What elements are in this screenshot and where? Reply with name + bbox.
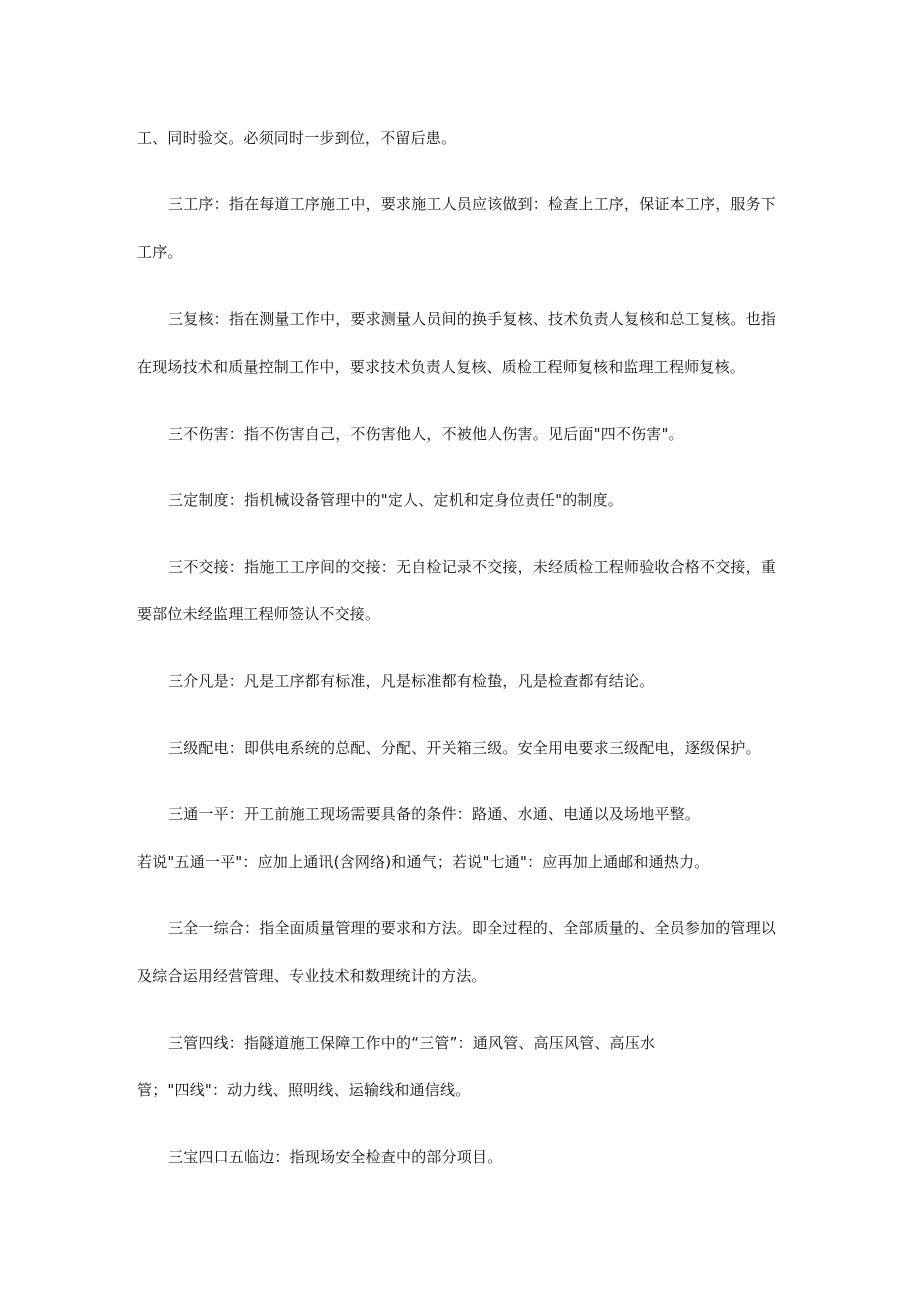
- text-line-san-bujiaojie-cont: 要部位未经监理工程师签认不交接。: [137, 605, 381, 623]
- text-line-wu-tong-yi-ping: 若说"五通一平"：应加上通讯(含网络)和通气；若说"七通"：应再加上通邮和通热力。: [137, 853, 710, 871]
- text-line-san-quan-yi-zonghe: 三全一综合：指全面质量管理的要求和方法。即全过程的、全部质量的、全员参加的管理以: [168, 919, 777, 937]
- text-line-san-fuhe: 三复核：指在测量工作中，要求测量人员间的换手复核、技术负责人复核和总工复核。也指: [168, 310, 777, 328]
- text-line-san-guan-si-xian: 三管四线：指隧道施工保障工作中的“三管”：通风管、高压风管、高压水: [168, 1034, 656, 1052]
- text-line-san-ding-zhidu: 三定制度：指机械设备管理中的"定人、定机和定身位责任"的制度。: [168, 491, 624, 509]
- text-line-san-fuhe-cont: 在现场技术和质量控制工作中，要求技术负责人复核、质检工程师复核和监理工程师复核。: [137, 358, 746, 376]
- text-line-san-bao-si-kou: 三宝四口五临边：指现场安全检查中的部分项目。: [168, 1148, 503, 1166]
- text-line-san-fanshi: 三介凡是：凡是工序都有标准，凡是标准都有检蛰，凡是检查都有结论。: [168, 672, 655, 690]
- text-line-san-tong-yi-ping: 三通一平：开工前施工现场需要具备的条件：路通、水通、电通以及场地平整。: [168, 805, 701, 823]
- text-line-san-ji-peidian: 三级配电：即供电系统的总配、分配、开关箱三级。安全用电要求三级配电，逐级保护。: [168, 739, 761, 757]
- text-line-san-bujiaojie: 三不交接：指施工工序间的交接：无自检记录不交接，未经质检工程师验收合格不交接，重: [168, 558, 777, 576]
- text-line-continuation: 工、同时验交。必须同时一步到位，不留后患。: [137, 129, 457, 147]
- text-line-san-bushanghai: 三不伤害：指不伤害自己，不伤害他人，不被他人伤害。见后面"四不伤害"。: [168, 425, 684, 443]
- text-line-san-quan-yi-zonghe-cont: 及综合运用经营管理、专业技术和数理统计的方法。: [137, 967, 487, 985]
- text-line-san-guan-si-xian-cont: 管；"四线"：动力线、照明线、运输线和通信线。: [137, 1081, 471, 1099]
- text-line-san-gongxu: 三工序：指在每道工序施工中，要求施工人员应该做到：检查上工序，保证本工序，服务下: [168, 195, 777, 213]
- text-line-san-gongxu-cont: 工序。: [137, 243, 183, 261]
